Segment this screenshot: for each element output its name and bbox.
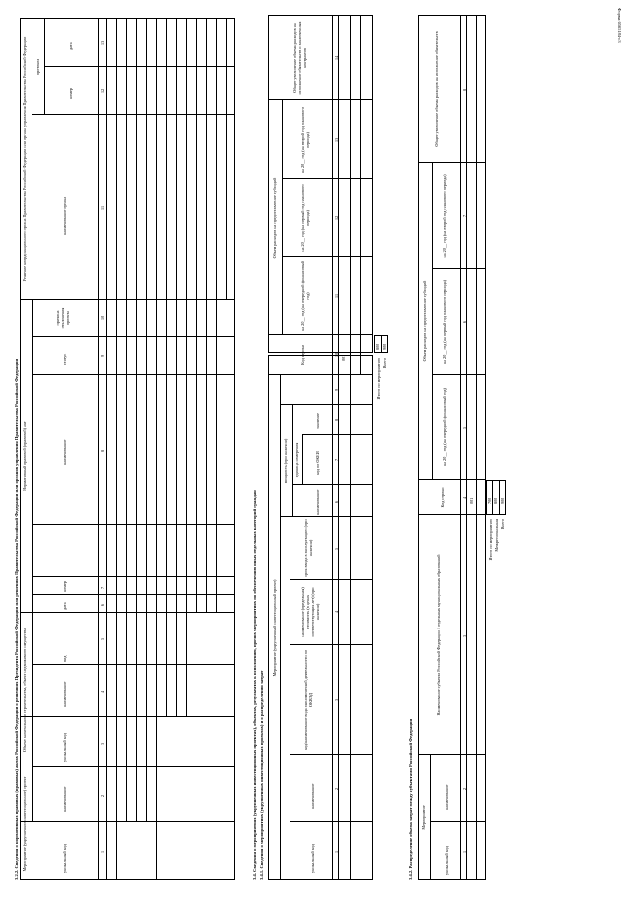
h341-okei-code: код по ОКЕИ	[315, 451, 320, 475]
total-all: Всего	[382, 358, 387, 369]
h341-okved: код/наименование вида экономической деятельности по ОКВЭД	[303, 649, 314, 751]
h341-y2: на 20__ год (на первый год планового периода)	[300, 184, 311, 252]
code-800: 800	[375, 343, 380, 350]
form-label: Форма 0505184-с3	[617, 8, 622, 43]
col-num: 2	[462, 787, 467, 790]
h341-event: Мероприятие (укрупненный инвестиционный проект)	[272, 579, 277, 677]
col-num: 14	[334, 55, 339, 60]
h322-num: номер	[62, 581, 67, 592]
col-num: 5	[462, 426, 467, 429]
col-num: 13	[100, 40, 105, 45]
h342-total: Общее увеличение объема расходов на исполнение обязательств	[434, 31, 439, 147]
col-num: 7	[100, 586, 105, 589]
col-num: 12	[334, 215, 339, 220]
h322-date: дата	[62, 602, 67, 610]
col-num: 2	[100, 794, 105, 797]
col-num: 4	[462, 496, 467, 499]
h341-power: мощность (при наличии)	[283, 438, 288, 484]
h322-code1: уникальный код	[62, 844, 67, 873]
col-num: 4	[334, 610, 339, 613]
h341-code: уникальный код	[310, 844, 315, 873]
h342-event: Мероприятие	[421, 805, 426, 830]
h342-y1: на 20__ год (на очередной финансовый год)	[442, 388, 447, 466]
h341-y1: на 20__ год (на очередной финансовый год)	[300, 261, 311, 331]
h342-code: уникальный код	[444, 846, 449, 875]
section-322-title: 3.2.2. Сведения о нормативных правовых (правовых) актах Российской Федерации о решениях Президента Российской Федерации или решениях Правительства Российской Федерации или органов управления Правительства Российской Федерации	[14, 358, 19, 880]
h341-total: Общее увеличение объема расходов на исполнение обязательств и заключенных контрактов	[292, 21, 308, 95]
h322-code2: уникальный код	[62, 733, 67, 762]
col-num: 10	[100, 315, 105, 320]
row-code: 001	[469, 497, 474, 504]
h341-term: срок ввода в эксплуатацию (при наличии)	[303, 519, 314, 577]
code-900: 900	[382, 343, 387, 350]
col-num: 6	[462, 320, 467, 323]
h342-volume: Объем расходов на предоставление субсидий	[422, 280, 427, 362]
h341-value: значение	[315, 413, 320, 429]
h322-event: Мероприятие (укрупненное инвестиционное) проект	[22, 776, 27, 872]
col-num: 11	[334, 293, 339, 298]
col-num: 10	[334, 352, 339, 357]
col-num: 7	[462, 214, 467, 217]
col-num: 2	[334, 787, 339, 790]
h341-y3: на 20__ год (на второй год планового периода)	[300, 106, 311, 174]
total-by-event: Итого по мероприятию	[376, 358, 381, 400]
table-322	[20, 18, 235, 880]
code-800: 800	[493, 497, 498, 504]
total-by-event: Итого по мероприятию	[488, 519, 493, 561]
h322-decision: Решение координационного органа Правительства Российской Федерации или органа управления Правительства Российской Федерации	[22, 36, 27, 282]
col-num: 12	[100, 88, 105, 93]
code-700: 700	[487, 497, 492, 504]
h322-pnum: номер	[68, 88, 73, 99]
table-341-right	[268, 15, 373, 353]
col-num: 9	[100, 354, 105, 357]
h322-pdate: дата	[68, 42, 73, 50]
row-code: 001	[341, 354, 346, 361]
h341-unit: единица измерения	[294, 442, 299, 478]
col-num: 8	[100, 449, 105, 452]
section-34-title: 3.4. Сведения о мероприятиях (укрупненных инвестиционных проектах), объектах, результатах к исполнению, прочих мероприятиях по обеспечению иных отдельных категорий граждан	[252, 490, 257, 880]
col-num: 3	[462, 634, 467, 637]
h342-subject: Наименование субъекта Российской Федерации / отдельных муниципальных образований	[436, 554, 441, 716]
col-num: 13	[334, 137, 339, 142]
h342-name: наименование	[444, 784, 449, 810]
h322-object: Объект капитального строительства, объект недвижимого имущества	[22, 627, 27, 753]
col-num: 8	[462, 88, 467, 91]
col-num: 6	[100, 603, 105, 606]
h322-protocol: протокол	[35, 58, 40, 76]
section-342-title: 3.4.2. Распределение объема затрат между субъектами Российской Федерации	[408, 718, 413, 880]
col-num: 11	[100, 205, 105, 210]
h322-vid: вид	[62, 655, 67, 662]
h322-act: Нормативный правовой (правовой) акт	[22, 421, 27, 491]
h341-kind: наименование (предельная) стоимость (в ценах соответствующих лет) (при наличии)	[300, 587, 321, 637]
h341-volume: Объем расходов на предоставление субсидий	[272, 177, 277, 259]
h322-reject: причина отклонения проекта	[55, 307, 71, 329]
col-num: 3	[334, 698, 339, 701]
col-num: 1	[334, 850, 339, 853]
col-num: 9	[334, 388, 339, 391]
h342-y2: на 20__ год (на первый год планового периода)	[442, 279, 447, 365]
col-num: 4	[100, 690, 105, 693]
col-num: 5	[334, 547, 339, 550]
h341-okei-name: наименование	[315, 489, 320, 515]
col-num: 1	[100, 850, 105, 853]
col-num: 8	[334, 418, 339, 421]
h322-name2: наименование	[62, 681, 67, 707]
section-341-title: 3.4.1. Сведения о мероприятиях (укрупненных инвестиционных проектах) и о распределении затрат	[259, 670, 264, 880]
h341-line: Код строки	[300, 345, 305, 365]
h341-name: наименование	[310, 783, 315, 809]
h322-coord: наименование органа	[62, 196, 67, 235]
h342-line: Код строки	[440, 487, 445, 508]
code-900: 900	[500, 497, 505, 504]
h322-name3: наименование	[62, 439, 67, 465]
h342-y3: на 20__ год (на второй год планового периода)	[442, 174, 447, 258]
col-num: 3	[100, 742, 105, 745]
col-num: 5	[100, 637, 105, 640]
col-num: 7	[334, 458, 339, 461]
total-all: Всего	[500, 519, 505, 530]
h322-name1: наименование	[62, 786, 67, 812]
total-inter: Межрегиональная	[494, 519, 499, 552]
col-num: 1	[462, 850, 467, 853]
h322-status: статус	[62, 353, 67, 365]
col-num: 6	[334, 500, 339, 503]
